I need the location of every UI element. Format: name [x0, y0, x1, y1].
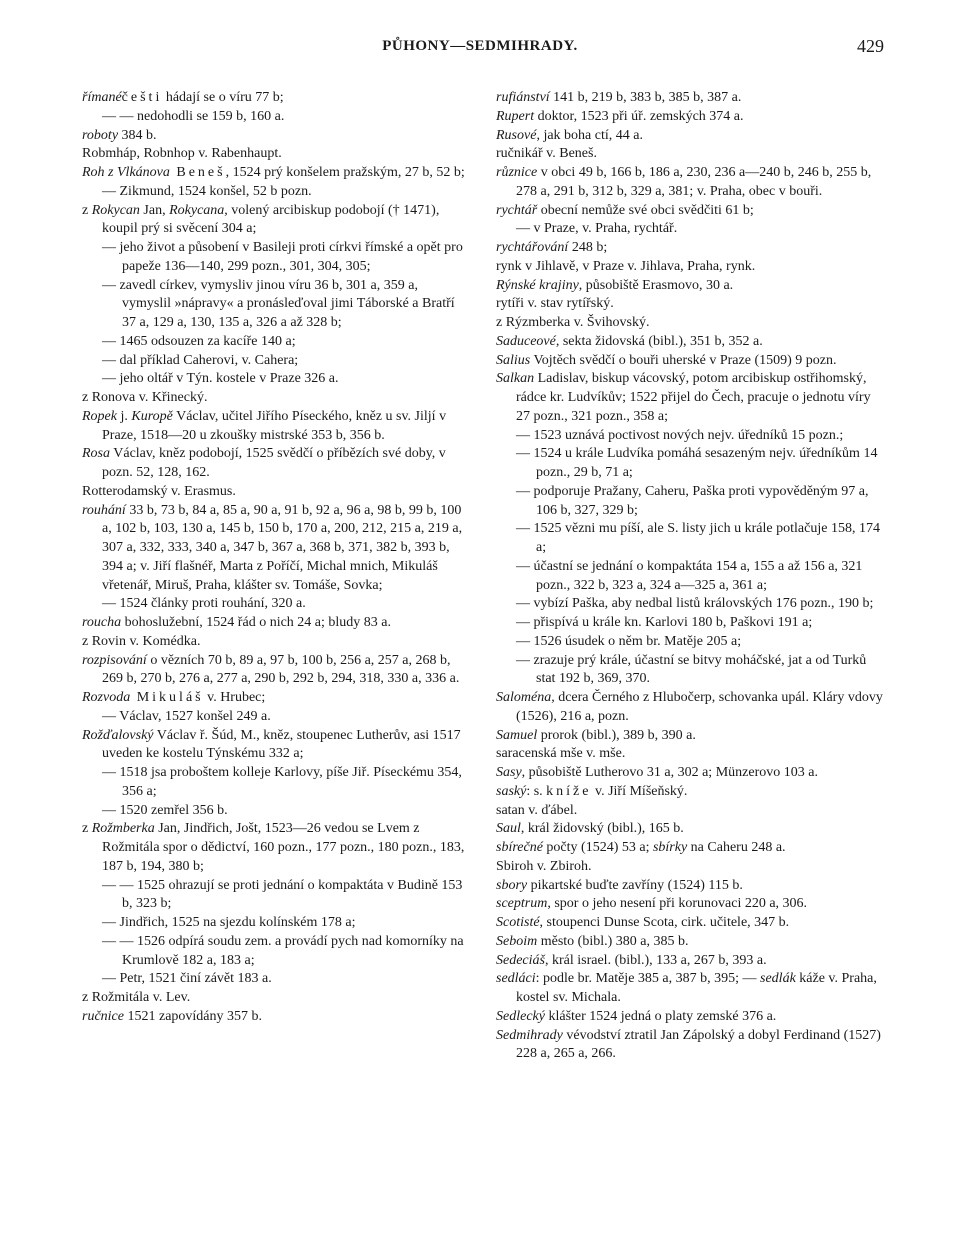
- entry-headword: rufiánství: [496, 90, 550, 105]
- entry-text: počty (1524) 53 a;: [542, 840, 653, 855]
- entry-text: — 1465 odsouzen za kacíře 140 a;: [102, 333, 296, 349]
- entry-text: , král israel. (bibl.), 133 a, 267 b, 393 a.: [544, 952, 767, 968]
- index-entry: [82, 164, 467, 183]
- index-subentry: [82, 183, 467, 202]
- entry-headword: roucha: [82, 615, 122, 630]
- index-subentry: [82, 970, 467, 989]
- index-subentry: [82, 277, 467, 333]
- index-entry: [82, 145, 467, 164]
- entry-headword: Sedmihrady: [496, 1027, 563, 1043]
- index-entry: [496, 783, 886, 802]
- entry-text: , působiště Erasmovo, 30 a.: [578, 277, 734, 293]
- entry-headword: rouhání: [82, 502, 126, 518]
- index-entry: [82, 389, 467, 408]
- entry-text: — 1524 články proti rouhání, 320 a.: [102, 596, 306, 612]
- index-entry: [496, 933, 886, 952]
- entry-headword: rychtářování: [496, 240, 569, 255]
- index-entry: [496, 952, 886, 971]
- entry-headword: Scotisté: [496, 915, 540, 930]
- entry-headword: Salkan: [496, 371, 535, 387]
- entry-text: z Ronova v. Křinecký.: [82, 390, 208, 405]
- spaced-name: češti: [121, 90, 163, 105]
- index-entry: [82, 202, 467, 240]
- index-subentry: [82, 877, 467, 915]
- entry-text: : s.: [526, 783, 547, 799]
- entry-headword: Saul: [496, 821, 521, 837]
- index-entry: [496, 145, 886, 164]
- index-subentry: [496, 595, 886, 614]
- entry-text: klášter 1524 jedná o platy zemské 376 a.: [544, 1008, 777, 1024]
- page-number: 429: [857, 36, 884, 56]
- index-entry: [82, 1008, 467, 1027]
- entry-text: , spor o jeho nesení při korunovaci 220 a, 306.: [547, 896, 808, 912]
- index-entry: [82, 727, 467, 765]
- entry-headword: Rokycana: [169, 202, 225, 218]
- entry-text: 1521 zapovídány 357 b.: [123, 1008, 263, 1024]
- index-entry: [496, 352, 886, 371]
- entry-text: rytíři v. stav rytířský.: [496, 296, 614, 312]
- index-entry: [496, 239, 886, 258]
- index-entry: [496, 89, 886, 108]
- entry-text: 248 b;: [568, 240, 608, 255]
- entry-text: — zavedl církev, vymysliv jinou víru 36 b, 301 a, 359 a, vymyslil »nápravy« a pronásleďoval jimi Táborské a Bratří 37 a, 129 a, 130, 135 a, 326 a až 328 b;: [102, 277, 455, 330]
- index-subentry: [82, 764, 467, 802]
- entry-text: j.: [116, 408, 132, 424]
- index-entry: [82, 502, 467, 596]
- spaced-name: Beneš: [169, 165, 226, 180]
- index-subentry: [82, 370, 467, 389]
- entry-text: bohoslužební, 1524 řád o nich 24 a; bludy 83 a.: [121, 615, 391, 630]
- index-entry: [496, 877, 886, 896]
- entry-headword: rychtář: [496, 202, 538, 218]
- index-entry: [82, 408, 467, 446]
- entry-text: , stoupenci Dunse Scota, cirk. učitele, 347 b.: [539, 915, 790, 930]
- index-subentry: [496, 558, 886, 596]
- index-entry: [496, 370, 886, 426]
- entry-text: Jan, Jindřich, Jošt, 1523—26 vedou se Lvem z Rožmitála spor o dědictví, 160 pozn., 177 pozn., 180 pozn., 183, 187 b, 194, 380 b;: [102, 821, 465, 874]
- entry-text: — jeho život a působení v Basileji proti církvi římské a opět pro papeže 136—140, 299 pozn., 301, 304, 305;: [102, 240, 463, 274]
- entry-headword: Rokycan: [91, 202, 140, 218]
- entry-text: , král židovský (bibl.), 165 b.: [520, 821, 684, 837]
- entry-text: prorok (bibl.), 389 b, 390 a.: [537, 727, 696, 743]
- entry-text: Sbiroh v. Zbiroh.: [496, 858, 592, 874]
- entry-headword: Rožmberka: [91, 821, 155, 837]
- entry-text: — 1526 úsudek o něm br. Matěje 205 a;: [516, 633, 742, 649]
- entry-text: — Petr, 1521 činí závět 183 a.: [102, 971, 272, 987]
- entry-text: z: [82, 202, 92, 218]
- entry-text: — 1524 u krále Ludvíka pomáhá sesazeným nejv. úředníkům 14 pozn., 29 b, 71 a;: [516, 446, 878, 480]
- index-entry: [496, 108, 886, 127]
- entry-text: — — 1526 odpírá soudu zem. a provádí pych nad komorníky na Krumlově 182 a, 183 a;: [102, 933, 464, 968]
- entry-headword: sedláci: [496, 971, 536, 987]
- entry-text: — jeho oltář v Týn. kostele v Praze 326 a.: [102, 371, 339, 387]
- entry-text: saracenská mše v. mše.: [496, 746, 626, 762]
- entry-text: — v Praze, v. Praha, rychtář.: [516, 221, 678, 237]
- entry-text: 141 b, 219 b, 383 b, 385 b, 387 a.: [549, 90, 742, 105]
- entry-text: v. Jiří Míšeňský.: [591, 783, 688, 799]
- index-entry: [82, 614, 467, 633]
- index-entry: [496, 689, 886, 727]
- index-entry: [496, 295, 886, 314]
- entry-text: z Rovin v. Komédka.: [82, 633, 201, 649]
- entry-headword: sceptrum: [496, 896, 548, 912]
- entry-text: satan v. ďábel.: [496, 802, 578, 818]
- entry-text: doktor, 1523 při úř. zemských 374 a.: [534, 108, 744, 124]
- index-entry: [496, 970, 886, 1008]
- index-subentry: [82, 933, 467, 971]
- index-entry: [496, 858, 886, 877]
- index-entry: [82, 820, 467, 876]
- entry-text: Václav ř. Šúd, M., kněz, stoupenec Lutherův, asi 1517 uveden ke kostelu Týnskému 332 a;: [102, 727, 461, 762]
- entry-text: — podporuje Pražany, Caheru, Paška proti vypověděným 97 a, 106 b, 327, 329 b;: [516, 483, 869, 518]
- entry-text: — dal příklad Caherovi, v. Cahera;: [102, 352, 299, 368]
- entry-headword: Saducеové: [496, 333, 556, 349]
- entry-headword: Rozvoda: [82, 690, 131, 705]
- index-entry: [496, 202, 886, 221]
- index-subentry: [82, 352, 467, 371]
- entry-headword: roboty: [82, 127, 119, 143]
- index-entry: [496, 802, 886, 821]
- index-subentry: [82, 333, 467, 352]
- entry-text: — vybízí Paška, aby nedbal listů královských 176 pozn., 190 b;: [516, 596, 874, 612]
- entry-text: Ladislav, biskup vácovský, potom arcibiskup ostřihomský, rádce kr. Ludvíkův; 1522 přijel do Čech, pracuje o jednotu víry 27 pozn., 321 pozn., 358 a;: [516, 371, 871, 424]
- entry-text: z: [82, 821, 92, 837]
- left-column: [82, 89, 467, 1027]
- entry-headword: Saloména: [496, 690, 552, 705]
- entry-text: 384 b.: [118, 127, 157, 143]
- entry-text: , dcera Černého z Hlubočerp, schovanka upál. Kláry vdovy (1526), 216 a, pozn.: [516, 690, 883, 724]
- entry-headword: sbírky: [652, 840, 688, 855]
- index-entry: [82, 445, 467, 483]
- index-entry: [496, 127, 886, 146]
- entry-headword: Rusové: [496, 127, 537, 143]
- entry-text: — Zikmund, 1524 konšel, 52 b pozn.: [102, 183, 312, 199]
- index-entry: [82, 633, 467, 652]
- index-subentry: [82, 239, 467, 277]
- entry-headword: Salius: [496, 352, 531, 368]
- entry-text: ručnikář v. Beneš.: [496, 146, 597, 162]
- entry-text: — 1525 vězni mu píší, ale S. listy jich u krále potlačuje 158, 174 a;: [516, 521, 880, 555]
- entry-headword: Rožďalovský: [82, 727, 154, 743]
- entry-text: Vojtěch svědčí o bouři uherské v Praze (1509) 9 pozn.: [530, 352, 837, 368]
- index-entry: [496, 727, 886, 746]
- entry-text: o vězních 70 b, 89 a, 97 b, 100 b, 256 a, 257 a, 268 b, 269 b, 270 b, 276 a, 277 a, 290 b, 292 b, 294, 318, 330 a, 336 a.: [102, 652, 460, 687]
- index-entry: [82, 127, 467, 146]
- index-subentry: [496, 633, 886, 652]
- index-subentry: [496, 652, 886, 690]
- entry-text: vévodství ztratil Jan Zápolský a dobyl Ferdinand (1527) 228 a, 265 a, 266.: [516, 1027, 881, 1062]
- index-entry: [496, 745, 886, 764]
- index-entry: [496, 839, 886, 858]
- entry-headword: saský: [496, 783, 527, 799]
- entry-text: z Rýzmberka v. Švihovský.: [496, 315, 650, 330]
- entry-text: hádají se o víru 77 b;: [162, 90, 284, 105]
- entry-text: Robmháp, Robnhop v. Rabenhaupt.: [82, 146, 282, 162]
- entry-text: Václav, učitel Jiřího Píseckého, kněz u sv. Jiljí v Praze, 1518—20 u zkoušky mistrské 353 b, 356 b.: [102, 408, 447, 443]
- entry-text: Václav, kněz podobojí, 1525 svědčí o příbězích své doby, v pozn. 52, 128, 162.: [102, 446, 446, 480]
- entry-text: z Rožmitála v. Lev.: [82, 990, 191, 1005]
- index-entry: [496, 258, 886, 277]
- index-subentry: [82, 108, 467, 127]
- index-subentry: [496, 427, 886, 446]
- index-entry: [496, 1027, 886, 1065]
- index-subentry: [82, 802, 467, 821]
- entry-text: rynk v Jihlavě, v Praze v. Jihlava, Praha, rynk.: [496, 258, 756, 274]
- entry-text: káže v. Praha, kostel sv. Michala.: [516, 971, 877, 1005]
- entry-headword: sedlák: [760, 971, 796, 987]
- entry-text: : podle br. Matěje 385 a, 387 b, 395; —: [535, 971, 761, 987]
- entry-headword: Rosa: [82, 446, 110, 462]
- index-entry: [82, 89, 467, 108]
- index-entry: [82, 652, 467, 690]
- entry-text: v. Hrubec;: [203, 690, 266, 705]
- entry-text: — zrazuje prý krále, účastní se bitvy moháčské, jat a od Turků stat 192 b, 369, 370.: [516, 652, 867, 687]
- entry-headword: Sedlecký: [496, 1008, 545, 1024]
- index-subentry: [82, 914, 467, 933]
- index-subentry: [82, 708, 467, 727]
- entry-text: — 1523 uznává poctivost nových nejv. úředníků 15 pozn.;: [516, 427, 844, 443]
- running-title: PŮHONY—SEDMIHRADY.: [382, 38, 578, 54]
- entry-text: — — 1525 ohrazují se proti jednání o kompaktáta v Budině 153 b, 323 b;: [102, 877, 463, 912]
- entry-text: — účastní se jednání o kompaktáta 154 a, 155 a až 156 a, 321 pozn., 322 b, 323 a, 324 a—325 a, 361 a;: [516, 558, 863, 593]
- index-entry: [496, 914, 886, 933]
- entry-headword: Kuropě: [131, 408, 173, 424]
- entry-text: na Caheru 248 a.: [687, 840, 786, 855]
- entry-headword: Roh z Vlkánova: [82, 165, 170, 180]
- entry-text: — 1520 zemřel 356 b.: [102, 802, 228, 818]
- entry-headword: sbory: [496, 877, 528, 893]
- index-entry: [82, 483, 467, 502]
- index-subentry: [82, 595, 467, 614]
- index-entry: [496, 895, 886, 914]
- entry-text: Rotterodamský v. Erasmus.: [82, 483, 236, 499]
- entry-text: , sekta židovská (bibl.), 351 b, 352 a.: [555, 333, 763, 349]
- index-entry: [496, 314, 886, 333]
- index-entry: [82, 989, 467, 1008]
- index-entry: [496, 1008, 886, 1027]
- spaced-name: kníže: [546, 783, 592, 799]
- index-entry: [496, 164, 886, 202]
- entry-headword: sbírečné: [496, 840, 543, 855]
- entry-headword: Rýnské krajiny: [496, 277, 579, 293]
- entry-text: , volený arcibiskup podobojí († 1471), koupil prý si svěcení 304 a;: [102, 202, 440, 237]
- entry-headword: římané: [82, 90, 122, 105]
- entry-text: — přispívá u krále kn. Karlovi 180 b, Paškovi 191 a;: [516, 615, 813, 630]
- index-entry: [496, 277, 886, 296]
- entry-text: v obci 49 b, 166 b, 186 a, 230, 236 a—240 b, 246 b, 255 b, 278 a, 291 b, 312 b, 329 a, 381; v. Praha, obec v bouři.: [516, 165, 872, 199]
- entry-headword: Sasy: [496, 765, 522, 780]
- index-entry: [496, 820, 886, 839]
- entry-headword: Sedeciáš: [496, 952, 545, 968]
- index-subentry: [496, 220, 886, 239]
- entry-headword: Samuel: [496, 727, 538, 743]
- entry-headword: Seboim: [496, 933, 538, 949]
- entry-headword: rozpisování: [82, 652, 147, 668]
- index-entry: [82, 689, 467, 708]
- entry-text: — Jindřich, 1525 na sjezdu kolínském 178 a;: [102, 915, 356, 930]
- index-entry: [496, 333, 886, 352]
- spaced-name: Mikuláš: [130, 690, 204, 705]
- entry-text: , 1524 prý konšelem pražským, 27 b, 52 b;: [225, 165, 465, 180]
- right-column: [496, 89, 886, 1064]
- entry-text: — Václav, 1527 konšel 249 a.: [102, 708, 271, 724]
- entry-text: obecní nemůže své obci svědčiti 61 b;: [537, 202, 754, 218]
- entry-text: pikartské buďte zavříny (1524) 115 b.: [527, 877, 743, 893]
- entry-text: , jak boha ctí, 44 a.: [536, 127, 643, 143]
- entry-text: Jan,: [139, 202, 170, 218]
- page-header: [0, 36, 960, 58]
- entry-headword: různice: [496, 165, 538, 180]
- entry-headword: Ropek: [82, 408, 117, 424]
- entry-text: 33 b, 73 b, 84 a, 85 a, 90 a, 91 b, 92 a, 96 a, 98 b, 99 b, 100 a, 102 b, 103, 130 a, 145 b, 150 b, 170 a, 200, 212, 215 a, 219 a, 307 a, 332, 333, 340 a, 347 b, 367 a, 368 b, 371, 382 b, 393 b, 394 a; v. Jiří flašnéř, Marta z Poříčí, Michal mnich, Mikuláš vřetenář, Miruš, Praha, klášter sv. Tomáše, Sovka;: [102, 502, 463, 593]
- index-subentry: [496, 483, 886, 521]
- entry-headword: ručnice: [82, 1008, 124, 1024]
- entry-text: , působiště Lutherovo 31 a, 302 a; Münzerovo 103 a.: [521, 765, 818, 780]
- entry-text: — 1518 jsa proboštem kolleje Karlovy, píše Jiř. Píseckému 354, 356 a;: [102, 765, 462, 799]
- index-entry: [496, 764, 886, 783]
- entry-headword: Rupert: [496, 108, 535, 124]
- entry-text: — — nedohodli se 159 b, 160 a.: [102, 108, 285, 124]
- entry-text: město (bibl.) 380 a, 385 b.: [537, 933, 689, 949]
- index-subentry: [496, 445, 886, 483]
- index-subentry: [496, 520, 886, 558]
- index-subentry: [496, 614, 886, 633]
